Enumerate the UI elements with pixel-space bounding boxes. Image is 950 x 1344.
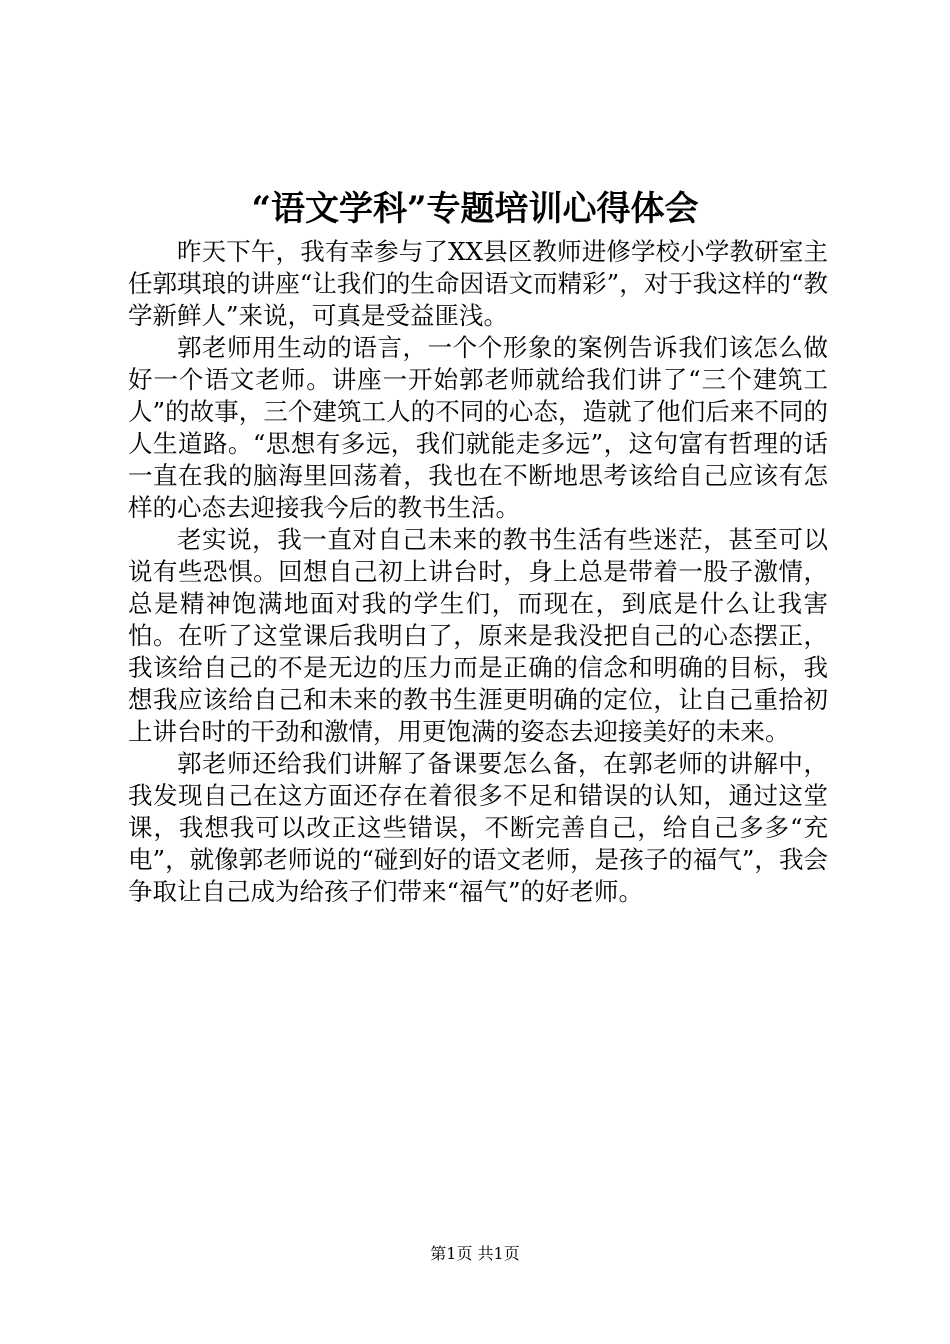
document-title: “语文学科”专题培训心得体会 (251, 189, 699, 229)
document-body (128, 236, 828, 908)
paragraph-2: 郭老师用生动的语言，一个个形象的案例告诉我们该怎么做好一个语文老师。讲座一开始郭老师就给我们讲了“三个建筑工人”的故事，三个建筑工人的不同的心态，造就了他们后来不同的人生道路。“思想有多远，我们就能走多远”，这句富有哲理的话一直在我的脑海里回荡着，我也在不断地思考该给自己应该有怎样的心态去迎接我今后的教书生活。 (128, 333, 828, 522)
paragraph-1: 昨天下午，我有幸参与了XX县区教师进修学校小学教研室主任郭琪琅的讲座“让我们的生命因语文而精彩”，对于我这样的“教学新鲜人”来说，可真是受益匪浅。 (128, 237, 828, 330)
page-footer: 第1页 共1页 (430, 1244, 520, 1263)
paragraph-3: 老实说，我一直对自己未来的教书生活有些迷茫，甚至可以说有些恐惧。回想自己初上讲台时，身上总是带着一股子激情，总是精神饱满地面对我的学生们，而现在，到底是什么让我害怕。在听了这堂课后我明白了，原来是我没把自己的心态摆正，我该给自己的不是无边的压力而是正确的信念和明确的目标，我想我应该给自己和未来的教书生涯更明确的定位，让自己重拾初上讲台时的干劲和激情，用更饱满的姿态去迎接美好的未来。 (128, 525, 828, 746)
paragraph-4: 郭老师还给我们讲解了备课要怎么备，在郭老师的讲解中，我发现自己在这方面还存在着很多不足和错误的认知，通过这堂课，我想我可以改正这些错误，不断完善自己，给自己多多“充电”，就像郭老师说的“碰到好的语文老师，是孩子的福气”，我会争取让自己成为给孩子们带来“福气”的好老师。 (128, 749, 828, 906)
